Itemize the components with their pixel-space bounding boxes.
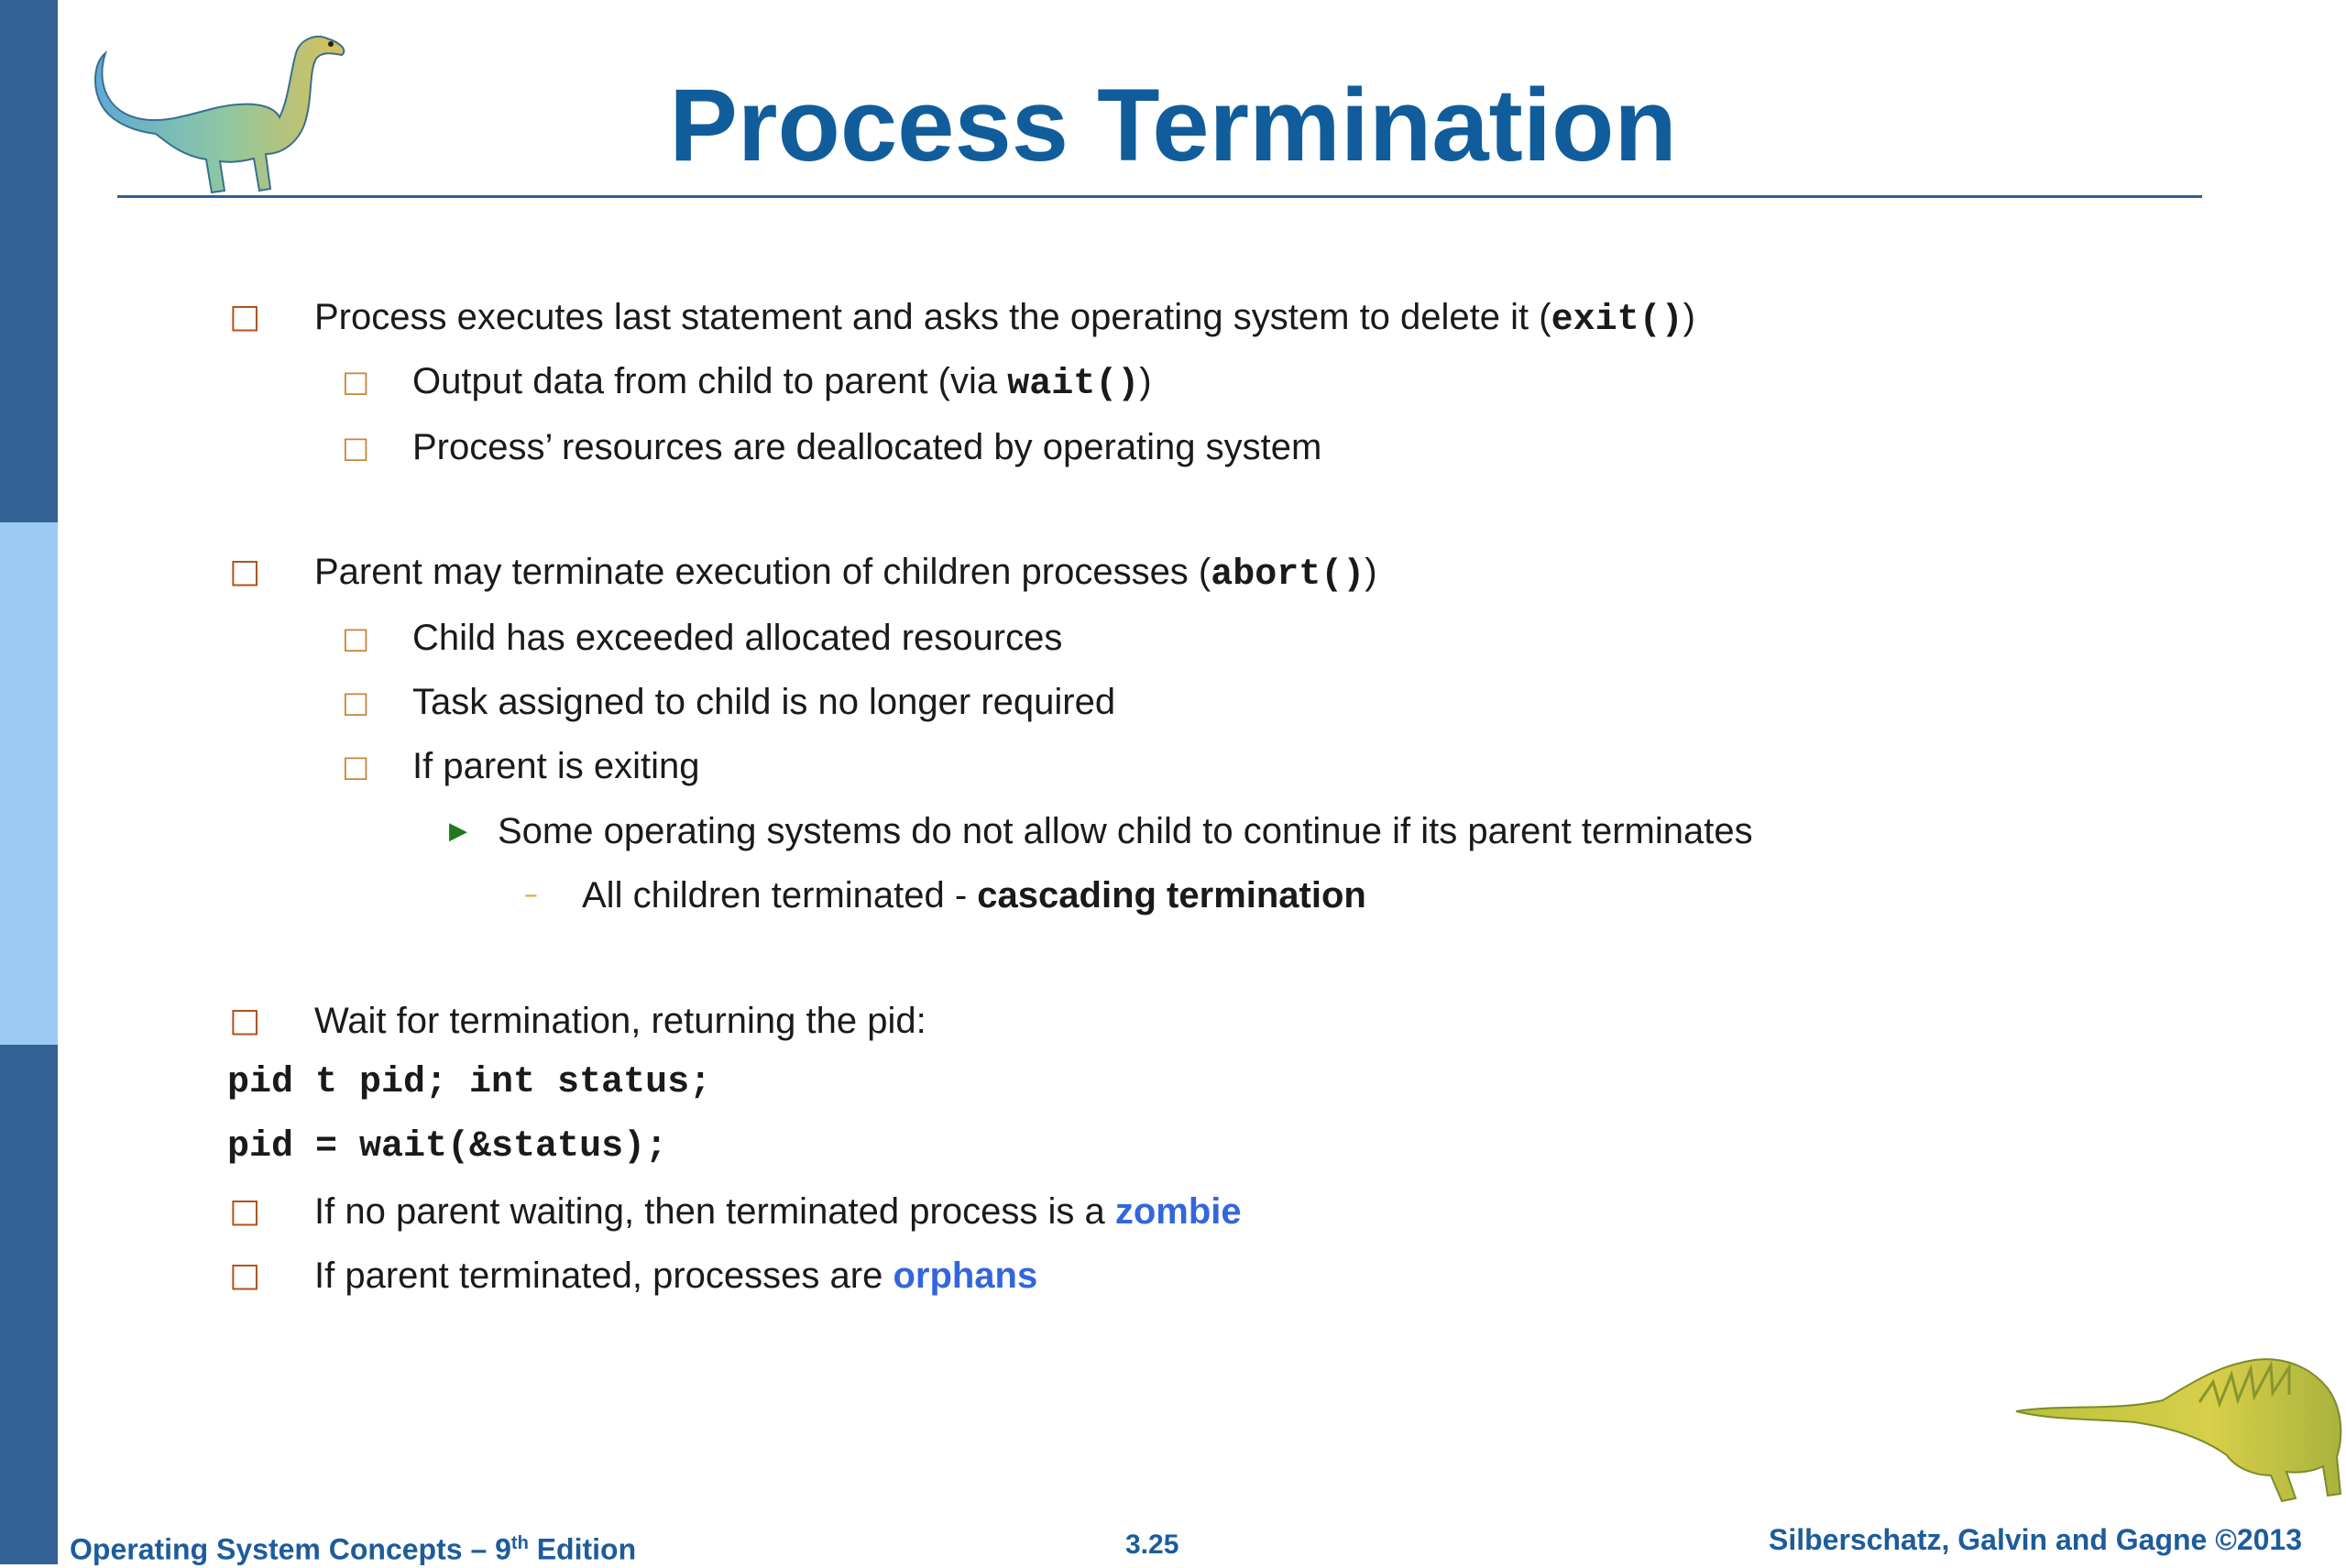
- bullet-square-icon: □: [229, 553, 261, 590]
- bullet-text: Parent may terminate execution of children processes (: [314, 552, 1211, 592]
- bullet-item: [314, 295, 1695, 343]
- dinosaur-icon: [2007, 1347, 2346, 1512]
- sub-bullet-item: If parent is exiting: [412, 746, 700, 786]
- bold-term: cascading termination: [977, 875, 1366, 916]
- sidebar-segment-top: [0, 0, 58, 522]
- sidebar-band: [0, 0, 58, 1564]
- footer-title-text: Operating System Concepts – 9: [70, 1532, 511, 1566]
- sub-bullet-item: Child has exceeded allocated resources: [412, 618, 1063, 658]
- bullet-text: If no parent waiting, then terminated process is a: [314, 1191, 1115, 1232]
- dinosaur-icon: [87, 16, 362, 196]
- sub-bullet-square-icon: □: [342, 364, 370, 399]
- footer-title-sup: th: [510, 1533, 529, 1553]
- bullet-square-icon: □: [229, 1002, 261, 1039]
- bullet-text: Output data from child to parent (via: [412, 361, 1008, 401]
- bullet-item: [314, 550, 1377, 598]
- code-span: abort(): [1211, 554, 1365, 596]
- page-title: Process Termination: [669, 68, 1677, 182]
- code-line: pid = wait(&status);: [227, 1126, 668, 1168]
- footer-book-title: [70, 1525, 636, 1568]
- bullet-suffix: ): [1139, 361, 1152, 401]
- bullet-item: [314, 1254, 1037, 1298]
- page-number: 3.25: [1125, 1530, 1179, 1560]
- footer-title-suffix: Edition: [528, 1532, 637, 1566]
- sub-bullet-item: Process’ resources are deallocated by operating system: [412, 427, 1322, 467]
- sidebar-segment-bottom: [0, 1045, 58, 1564]
- sub-bullet-square-icon: □: [342, 685, 370, 719]
- dash-bullet-icon: –: [524, 879, 538, 911]
- sub-bullet-square-icon: □: [342, 430, 370, 465]
- sub-bullet-item: Task assigned to child is no longer required: [412, 682, 1116, 722]
- title-divider: [117, 195, 2202, 198]
- bullet-square-icon: □: [229, 1192, 261, 1230]
- code-span: exit(): [1551, 300, 1683, 341]
- term-orphans: orphans: [893, 1255, 1038, 1296]
- sub-bullet-square-icon: □: [342, 620, 370, 655]
- bullet-text: If parent terminated, processes are: [314, 1255, 893, 1296]
- term-zombie: zombie: [1114, 1191, 1242, 1232]
- footer-authors: Silberschatz, Galvin and Gagne ©2013: [1768, 1523, 2302, 1556]
- bullet-square-icon: □: [229, 298, 261, 335]
- bullet-square-icon: □: [229, 1256, 261, 1294]
- code-line: pid t pid; int status;: [227, 1062, 712, 1103]
- bullet-item: [314, 1190, 1242, 1234]
- sidebar-segment-middle: [0, 522, 58, 1045]
- bullet-text: Process executes last statement and asks the operating system to delete it (: [314, 297, 1551, 337]
- sub-sub-bullet-item: Some operating systems do not allow child to continue if its parent terminates: [498, 811, 1753, 851]
- code-span: wait(): [1007, 364, 1140, 405]
- bullet-suffix: ): [1365, 552, 1377, 592]
- sub-bullet-square-icon: □: [342, 749, 370, 784]
- sub-sub-sub-bullet-item: [582, 873, 1366, 917]
- bullet-item: Wait for termination, returning the pid:: [314, 1001, 926, 1041]
- triangle-bullet-icon: ▶: [449, 817, 467, 845]
- sub-bullet-item: [412, 359, 1152, 407]
- bullet-text: All children terminated -: [582, 875, 978, 916]
- bullet-suffix: ): [1683, 297, 1695, 337]
